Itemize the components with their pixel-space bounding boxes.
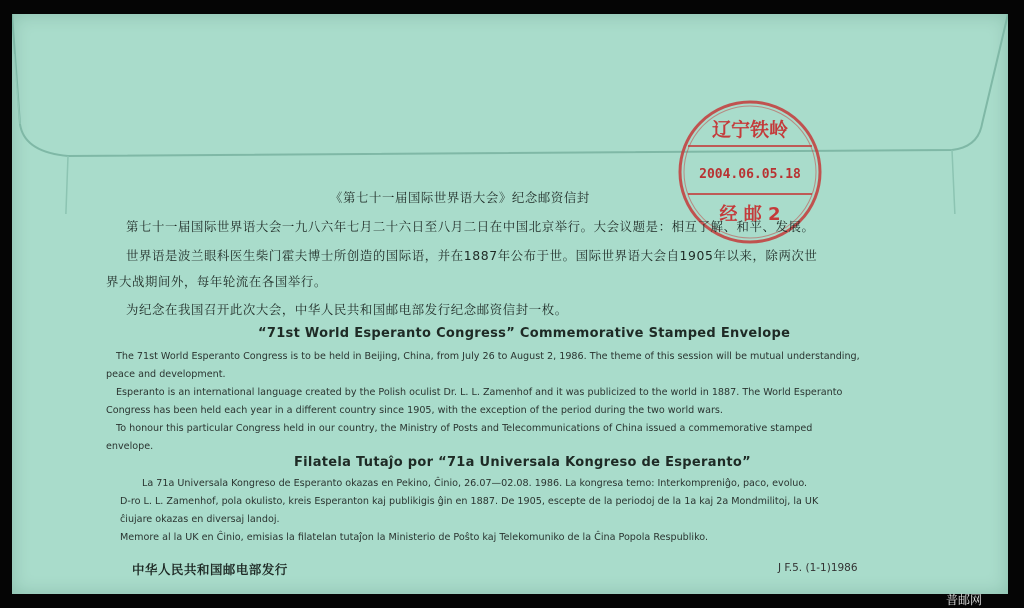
cn-paragraph-2a: 世界语是波兰眼科医生柴门霍夫博士所创造的国际语，并在1887年公布于世。国际世界语大会自1905年以来，除两次世	[126, 248, 818, 263]
catalog-code: J F.5. (1-1)1986	[778, 562, 858, 574]
issuer-label: 中华人民共和国邮电部发行	[132, 562, 288, 577]
eo-title: Filatela Tutaĵo por “71a Universala Kongreso de Esperanto”	[294, 455, 751, 470]
en-paragraph-2a: Esperanto is an international language created by the Polish oculist Dr. L. L. Zamenhof and it was publicized to the world in 1887. The World Esperanto	[116, 387, 843, 398]
en-paragraph-1a: The 71st World Esperanto Congress is to be held in Beijing, China, from July 26 to August 2, 1986. The theme of this session will be mutual understanding,	[116, 351, 860, 362]
cn-paragraph-3: 为纪念在我国召开此次大会，中华人民共和国邮电部发行纪念邮资信封一枚。	[126, 302, 568, 317]
site-watermark: 普邮网	[945, 593, 982, 607]
eo-paragraph-2b: ĉiujare okazas en diversaj landoj.	[120, 514, 280, 525]
cn-paragraph-1: 第七十一届国际世界语大会一九八六年七月二十六日至八月二日在中国北京举行。大会议题是：相互了解、和平、发展。	[126, 219, 815, 234]
eo-paragraph-2a: D-ro L. L. Zamenhof, pola okulisto, kreis Esperanton kaj publikigis ĝin en 1887. De 1905, escepte de la periodoj de la 1a kaj 2a Mondmilitoj, la UK	[120, 496, 819, 507]
envelope-back	[12, 14, 1008, 594]
cn-title: 《第七十一届国际世界语大会》纪念邮资信封	[330, 190, 590, 205]
postmark-date: 2004.06.05.18	[699, 167, 801, 182]
envelope-flap	[12, 14, 1008, 214]
eo-paragraph-1: La 71a Universala Kongreso de Esperanto okazas en Pekino, Ĉinio, 26.07—02.08. 1986. La kongresa temo: Interkompreniĝo, paco, evoluo.	[142, 478, 808, 489]
postmark-top-text: 辽宁铁岭	[711, 119, 789, 141]
eo-paragraph-3: Memore al la UK en Ĉinio, emisias la filatelan tutaĵon la Ministerio de Poŝto kaj Telekomuniko de la Ĉina Popola Respubliko.	[120, 532, 709, 543]
cn-paragraph-2b: 界大战期间外，每年轮流在各国举行。	[106, 274, 327, 289]
en-paragraph-1b: peace and development.	[106, 369, 226, 380]
en-paragraph-3a: To honour this particular Congress held in our country, the Ministry of Posts and Telecommunications of China issued a commemorative stamped	[116, 423, 813, 434]
en-title: “71st World Esperanto Congress” Commemorative Stamped Envelope	[258, 326, 791, 341]
en-paragraph-2b: Congress has been held each year in a different country since 1905, with the exception of the period during the two world wars.	[106, 405, 723, 416]
en-paragraph-3b: envelope.	[106, 441, 154, 452]
postmark-bottom-text: 经 邮 2	[719, 204, 781, 225]
